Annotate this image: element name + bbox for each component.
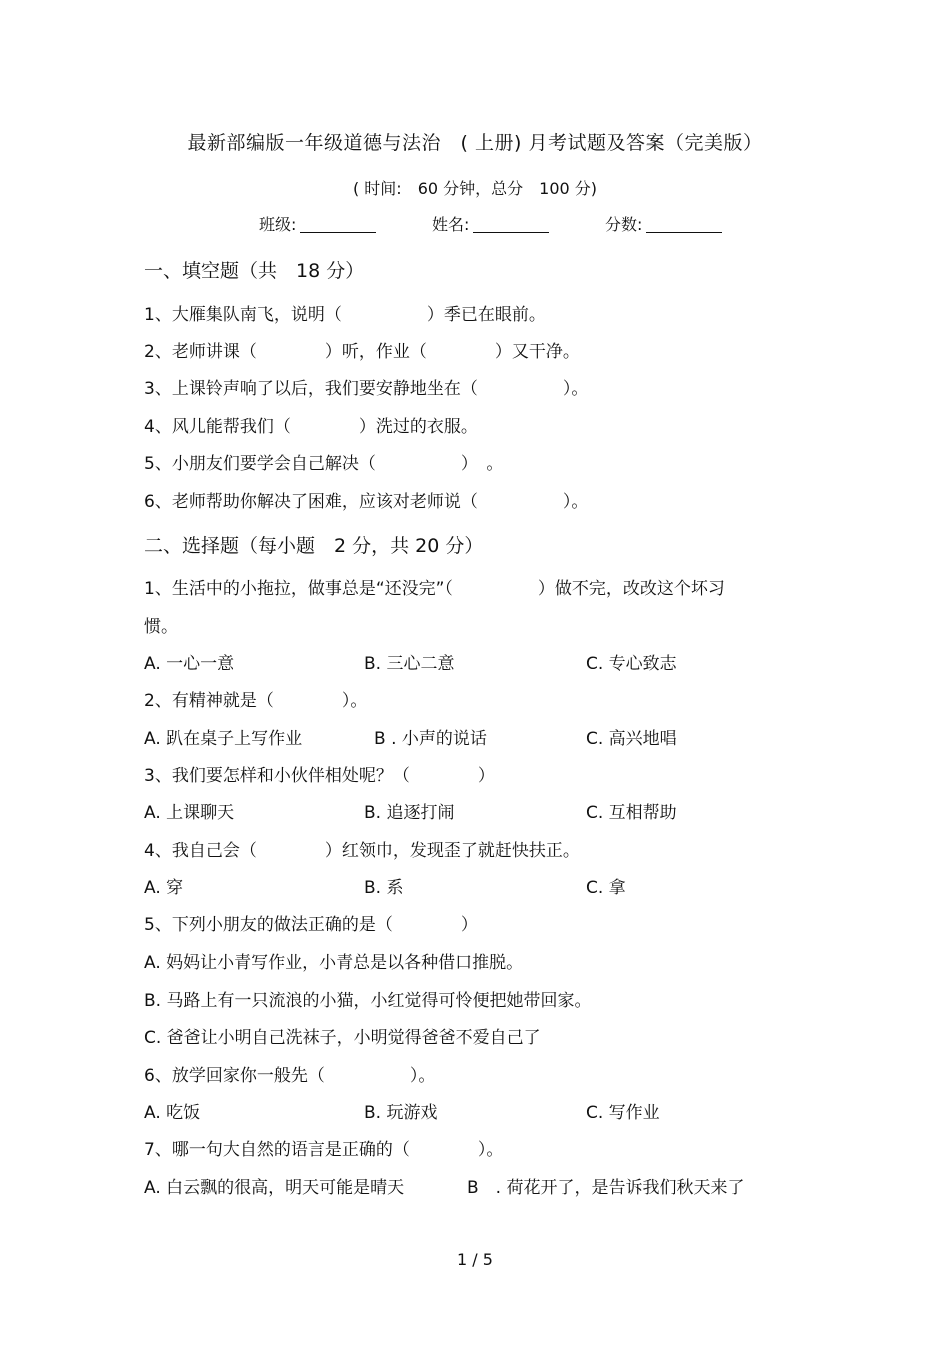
option-a: A. 妈妈让小青写作业，小青总是以各种借口推脱。 xyxy=(144,953,524,973)
option-a: A. 一心一意 xyxy=(144,654,235,674)
option-c: C. 专心致志 xyxy=(586,654,677,674)
fill-question: 2、老师讲课（ ）听，作业（ ）又干净。 xyxy=(144,342,580,362)
section-heading-choice: 二、选择题（每小题 2 分，共 20 分） xyxy=(144,535,484,557)
section-heading-fill-blank: 一、填空题（共 18 分） xyxy=(144,260,365,282)
option-b: B. 玩游戏 xyxy=(364,1103,438,1123)
option-a: A. 穿 xyxy=(144,878,184,898)
choice-question: 7、哪一句大自然的语言是正确的（ ）。 xyxy=(144,1140,504,1160)
choice-question: 1、生活中的小拖拉，做事总是“还没完”（ ）做不完，改改这个坏习 xyxy=(144,579,725,599)
time-and-score-note: ( 时间: 60 分钟，总分 100 分) xyxy=(352,179,598,198)
option-c: C. 写作业 xyxy=(586,1103,660,1123)
score-label: 分数: xyxy=(605,215,643,234)
page-title: 最新部编版一年级道德与法治 ( 上册) 月考试题及答案（完美版） xyxy=(187,132,763,154)
option-b: B . 荷花开了，是告诉我们秋天来了 xyxy=(467,1178,745,1198)
fill-question: 6、老师帮助你解决了困难，应该对老师说（ ）。 xyxy=(144,492,589,512)
option-a: A. 上课聊天 xyxy=(144,803,235,823)
option-a: A. 吃饭 xyxy=(144,1103,201,1123)
choice-question: 5、下列小朋友的做法正确的是（ ） xyxy=(144,915,478,935)
fill-question: 4、风儿能帮我们（ ）洗过的衣服。 xyxy=(144,417,478,437)
class-field[interactable] xyxy=(259,212,376,235)
option-c: C. 拿 xyxy=(586,878,626,898)
fill-question: 1、大雁集队南飞，说明（ ）季已在眼前。 xyxy=(144,305,546,325)
page-number: 1 / 5 xyxy=(457,1250,493,1269)
name-blank[interactable] xyxy=(473,214,549,233)
option-b: B. 马路上有一只流浪的小猫，小红觉得可怜便把她带回家。 xyxy=(144,991,592,1011)
option-b: B. 追逐打闹 xyxy=(364,803,455,823)
fill-question: 5、小朋友们要学会自己解决（ ） 。 xyxy=(144,454,504,474)
choice-question-continued: 惯。 xyxy=(144,617,178,637)
fill-question: 3、上课铃声响了以后，我们要安静地坐在（ ）。 xyxy=(144,379,589,399)
choice-question: 2、有精神就是（ ）。 xyxy=(144,691,368,711)
choice-question: 3、我们要怎样和小伙伴相处呢？（ ） xyxy=(144,766,495,786)
option-c: C. 爸爸让小明自己洗袜子，小明觉得爸爸不爱自己了 xyxy=(144,1028,541,1048)
score-field[interactable] xyxy=(605,212,722,235)
name-label: 姓名: xyxy=(432,215,470,234)
class-blank[interactable] xyxy=(300,214,376,233)
choice-question: 6、放学回家你一般先（ ）。 xyxy=(144,1066,436,1086)
option-a: A. 白云飘的很高，明天可能是晴天 xyxy=(144,1178,405,1198)
choice-question: 4、我自己会（ ）红领巾，发现歪了就赶快扶正。 xyxy=(144,841,580,861)
option-a: A. 趴在桌子上写作业 xyxy=(144,729,303,749)
score-blank[interactable] xyxy=(646,214,722,233)
option-b: B . 小声的说话 xyxy=(374,729,487,749)
name-field[interactable] xyxy=(432,212,549,235)
option-c: C. 互相帮助 xyxy=(586,803,677,823)
option-b: B. 三心二意 xyxy=(364,654,455,674)
option-c: C. 高兴地唱 xyxy=(586,729,677,749)
class-label: 班级: xyxy=(259,215,297,234)
option-b: B. 系 xyxy=(364,878,404,898)
